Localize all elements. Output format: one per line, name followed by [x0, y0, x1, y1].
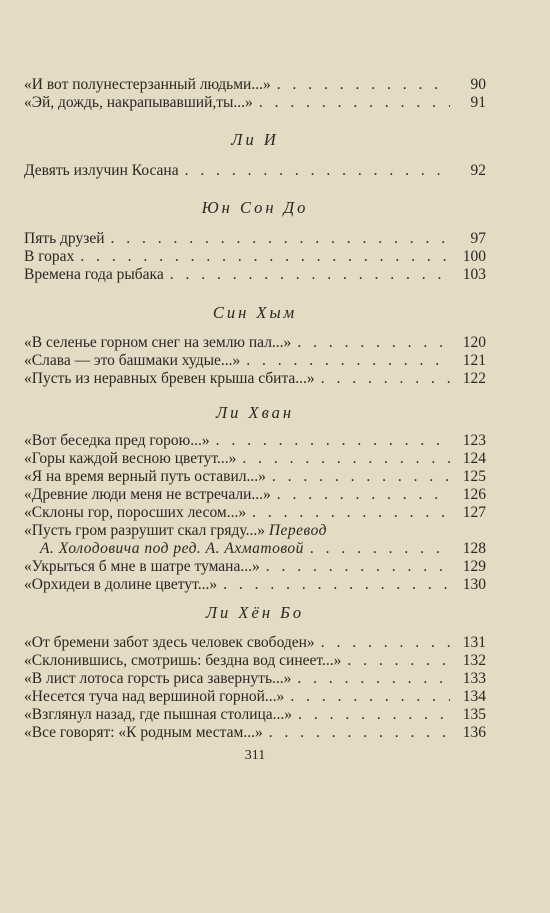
entry-title: «Слава — это башмаки худые...» [24, 352, 241, 369]
leader-dots [170, 264, 450, 286]
entry-page: 120 [462, 334, 486, 351]
entry-page: 100 [462, 248, 486, 265]
author-heading: Юн Сон До [201, 198, 309, 217]
entry-page: 127 [462, 504, 486, 521]
entry-page: 131 [462, 634, 486, 651]
entry-title: «Горы каждой весною цветут...» [24, 450, 237, 467]
entry-title: «Пусть гром разрушит скал гряду...» [24, 522, 265, 539]
entry-title: «И вот полунестерзанный людьми...» [24, 76, 271, 93]
entry-title: «Эй, дождь, накрапывавший,ты...» [24, 94, 253, 111]
leader-dots [259, 92, 450, 114]
toc-entry [24, 722, 486, 744]
author-heading: Ли И [231, 130, 279, 149]
entry-title: «В лист лотоса горсть риса завернуть...» [24, 670, 292, 687]
entry-title: Времена года рыбака [24, 266, 164, 283]
toc-entry [24, 92, 486, 114]
entry-page: 126 [462, 486, 486, 503]
entry-page: 91 [470, 94, 486, 111]
author-heading: Ли Хван [215, 403, 295, 422]
entry-title: «Пусть из неравных бревен крыша сбита...» [24, 370, 315, 387]
entry-title: «От бремени забот здесь человек свободен» [24, 634, 315, 651]
author-heading: Син Хым [212, 303, 298, 322]
entry-title: «Все говорят: «К родным местам...» [24, 724, 263, 741]
entry-page: 130 [462, 576, 486, 593]
leader-dots [321, 368, 450, 390]
entry-page: 132 [462, 652, 486, 669]
entry-page: 97 [470, 230, 486, 247]
entry-page: 124 [462, 450, 486, 467]
entry-title: «Орхидеи в долине цветут...» [24, 576, 218, 593]
entry-title: «В селенье горном снег на землю пал...» [24, 334, 292, 351]
entry-page: 128 [462, 540, 486, 557]
entry-page: 125 [462, 468, 486, 485]
translator-credit: Перевод [268, 522, 327, 539]
entry-title: В горах [24, 248, 75, 265]
entry-title: Пять друзей [24, 230, 105, 247]
entry-page: 136 [462, 724, 486, 741]
entry-title: «Склонившись, смотришь: бездна вод синеет...» [24, 652, 342, 669]
entry-title: «Вот беседка пред горою...» [24, 432, 210, 449]
entry-title: «Укрыться б мне в шатре тумана...» [24, 558, 260, 575]
toc-entry [24, 160, 486, 182]
entry-page: 135 [462, 706, 486, 723]
entry-title: «Древние люди меня не встречали...» [24, 486, 271, 503]
entry-page: 123 [462, 432, 486, 449]
entry-page: 122 [462, 370, 486, 387]
page-number: 311 [244, 748, 266, 763]
entry-page: 133 [462, 670, 486, 687]
entry-page: 121 [462, 352, 486, 369]
leader-dots [185, 160, 450, 182]
entry-page: 103 [462, 266, 486, 283]
leader-dots [269, 722, 450, 744]
toc-entry [24, 264, 486, 286]
leader-dots [223, 574, 450, 596]
entry-title: «Склоны гор, поросших лесом...» [24, 504, 247, 521]
entry-title: «Взглянул назад, где пышная столица...» [24, 706, 293, 723]
entry-title: Девять излучин Косана [24, 162, 179, 179]
toc-entry [24, 368, 486, 390]
entry-page: 129 [462, 558, 486, 575]
entry-title: «Я на время верный путь оставил...» [24, 468, 266, 485]
entry-page: 92 [470, 162, 486, 179]
author-heading: Ли Хён Бо [205, 603, 305, 622]
entry-title: «Несется туча над вершиной горной...» [24, 688, 285, 705]
entry-page: 90 [470, 76, 486, 93]
entry-page: 134 [462, 688, 486, 705]
toc-entry [24, 574, 486, 596]
translator-credit: А. Холодовича под ред. А. Ахматовой [40, 540, 304, 557]
